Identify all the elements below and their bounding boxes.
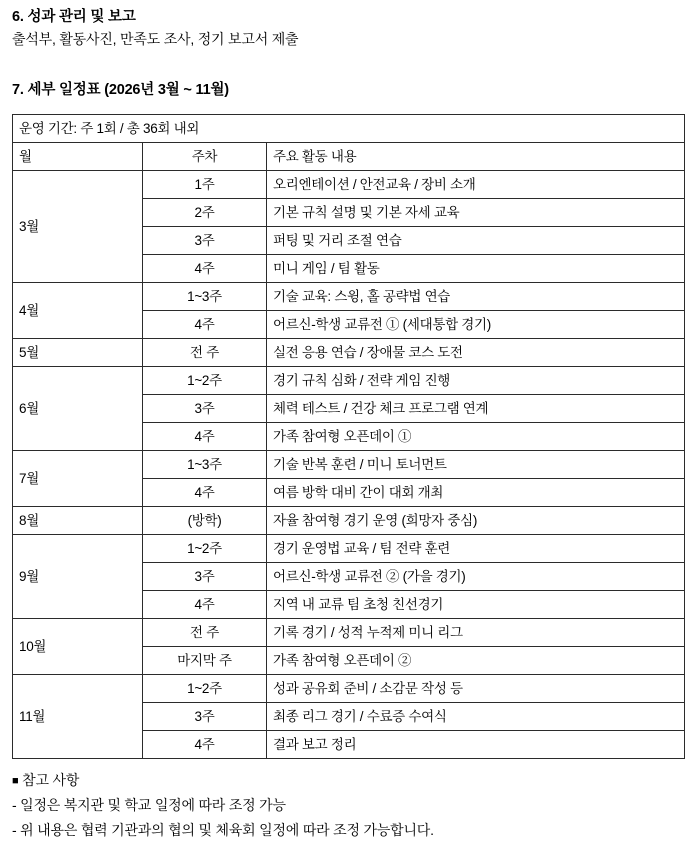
week-cell: 1~2주 (143, 367, 267, 395)
activity-cell: 기록 경기 / 성적 누적제 미니 리그 (267, 619, 685, 647)
week-cell: 3주 (143, 395, 267, 423)
activity-cell: 기본 규칙 설명 및 기본 자세 교육 (267, 199, 685, 227)
activity-cell: 기술 교육: 스윙, 홀 공략법 연습 (267, 283, 685, 311)
activity-cell: 결과 보고 정리 (267, 731, 685, 759)
month-cell: 11월 (13, 675, 143, 759)
black-square-icon: ■ (12, 775, 19, 788)
column-header-week: 주차 (143, 143, 267, 171)
section-6-heading: 6. 성과 관리 및 보고 (12, 9, 136, 25)
week-cell: 마지막 주 (143, 647, 267, 675)
table-row (13, 535, 685, 563)
column-header-activity: 주요 활동 내용 (267, 143, 685, 171)
week-cell: 4주 (143, 731, 267, 759)
week-cell: 1~2주 (143, 675, 267, 703)
week-cell: 4주 (143, 479, 267, 507)
table-banner-row (13, 115, 685, 143)
table-row (13, 675, 685, 703)
week-cell: 3주 (143, 563, 267, 591)
month-cell: 6월 (13, 367, 143, 451)
activity-cell: 체력 테스트 / 건강 체크 프로그램 연계 (267, 395, 685, 423)
week-cell: 3주 (143, 703, 267, 731)
activity-cell: 가족 참여형 오픈데이 ② (267, 647, 685, 675)
week-cell: 4주 (143, 423, 267, 451)
week-cell: 전 주 (143, 339, 267, 367)
table-row (13, 451, 685, 479)
note-line: - 위 내용은 협력 기관과의 협의 및 체육회 일정에 따라 조정 가능합니다. (12, 822, 434, 839)
month-cell: 5월 (13, 339, 143, 367)
month-cell: 9월 (13, 535, 143, 619)
activity-cell: 실전 응용 연습 / 장애물 코스 도전 (267, 339, 685, 367)
week-cell: (방학) (143, 507, 267, 535)
schedule-table (12, 114, 685, 759)
activity-cell: 기술 반복 훈련 / 미니 토너먼트 (267, 451, 685, 479)
week-cell: 4주 (143, 255, 267, 283)
month-cell: 3월 (13, 171, 143, 283)
month-cell: 7월 (13, 451, 143, 507)
week-cell: 1주 (143, 171, 267, 199)
spacer (12, 101, 685, 114)
activity-cell: 어르신-학생 교류전 ① (세대통합 경기) (267, 311, 685, 339)
section-6-subtext: 출석부, 활동사진, 만족도 조사, 정기 보고서 제출 (12, 31, 299, 48)
activity-cell: 퍼팅 및 거리 조절 연습 (267, 227, 685, 255)
week-cell: 3주 (143, 227, 267, 255)
column-header-month: 월 (13, 143, 143, 171)
activity-cell: 여름 방학 대비 간이 대회 개최 (267, 479, 685, 507)
week-cell: 4주 (143, 311, 267, 339)
table-row (13, 283, 685, 311)
week-cell: 2주 (143, 199, 267, 227)
week-cell: 4주 (143, 591, 267, 619)
week-cell: 1~3주 (143, 451, 267, 479)
month-cell: 10월 (13, 619, 143, 675)
activity-cell: 가족 참여형 오픈데이 ① (267, 423, 685, 451)
week-cell: 1~3주 (143, 283, 267, 311)
section-7-heading: 7. 세부 일정표 (2026년 3월 ~ 11월) (12, 81, 229, 98)
activity-cell: 미니 게임 / 팀 활동 (267, 255, 685, 283)
activity-cell: 오리엔테이션 / 안전교육 / 장비 소개 (267, 171, 685, 199)
table-row (13, 367, 685, 395)
table-row (13, 507, 685, 535)
activity-cell: 지역 내 교류 팀 초청 친선경기 (267, 591, 685, 619)
notes-title-row (12, 768, 685, 793)
table-row (13, 339, 685, 367)
table-header-row (13, 143, 685, 171)
activity-cell: 경기 규칙 심화 / 전략 게임 진행 (267, 367, 685, 395)
week-cell: 1~2주 (143, 535, 267, 563)
notes-block (12, 768, 685, 843)
spacer (12, 51, 685, 79)
activity-cell: 어르신-학생 교류전 ② (가을 경기) (267, 563, 685, 591)
note-line: - 일정은 복지관 및 학교 일정에 따라 조정 가능 (12, 796, 286, 813)
table-row (13, 171, 685, 199)
month-cell: 8월 (13, 507, 143, 535)
activity-cell: 최종 리그 경기 / 수료증 수여식 (267, 703, 685, 731)
week-cell: 전 주 (143, 619, 267, 647)
table-row (13, 619, 685, 647)
activity-cell: 경기 운영법 교육 / 팀 전략 훈련 (267, 535, 685, 563)
activity-cell: 성과 공유회 준비 / 소감문 작성 등 (267, 675, 685, 703)
operating-period-banner: 운영 기간: 주 1회 / 총 36회 내외 (13, 115, 685, 143)
notes-title: 참고 사항 (22, 772, 80, 789)
activity-cell: 자율 참여형 경기 운영 (희망자 중심) (267, 507, 685, 535)
month-cell: 4월 (13, 283, 143, 339)
